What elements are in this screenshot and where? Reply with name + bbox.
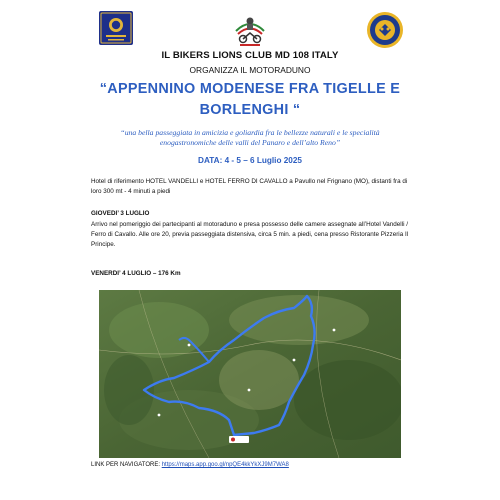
navigator-link-line [91,462,289,468]
org-subtitle: ORGANIZZA IL MOTORADUNO [189,65,311,75]
hotel-info: Hotel di riferimento HOTEL VANDELLI e HOTEL FERRO DI CAVALLO a Pavullo nel Frignano (MO), distanti fra di loro 300 mt - 4 minuti a piedi [91,178,408,195]
giovedi-text: Arrivo nel pomeriggio dei partecipanti al motoraduno e presa possesso delle camere assegnate all’Hotel Vandelli / Ferro di Cavallo. Alle ore 20, previa passeggiata distensiva, circa 5 min. a piedi, cena presso Ristorante Pizzeria Il Principe. [91,221,409,248]
event-title: “APPENNINO MODENESE FRA TIGELLE E BORLENGHI “ [99,81,401,118]
org-title: IL BIKERS LIONS CLUB MD 108 ITALY [161,50,339,61]
satellite-route-map-icon [99,290,401,458]
venerdi-heading: VENERDI’ 4 LUGLIO – 176 Km [91,270,181,277]
lions-club-badge-icon [99,11,133,45]
event-quote: “una bella passeggiata in amicizia e goliardia fra le bellezze naturali e le specialità enogastronomiche delle valli del Panaro e dell’alto Reno” [120,128,380,147]
giovedi-heading: GIOVEDI’ 3 LUGLIO [91,210,150,217]
event-dates: DATA: 4 - 5 – 6 Luglio 2025 [198,156,302,165]
route-map[interactable] [99,290,401,458]
lions-international-emblem-icon [366,11,404,49]
motorcycle-club-emblem-icon [232,13,268,47]
navigator-link-label: LINK PER NAVIGATORE: [91,462,162,468]
navigator-link[interactable]: https://maps.app.goo.gl/npQE4kkYkXJ9M7WA8 [161,462,289,468]
